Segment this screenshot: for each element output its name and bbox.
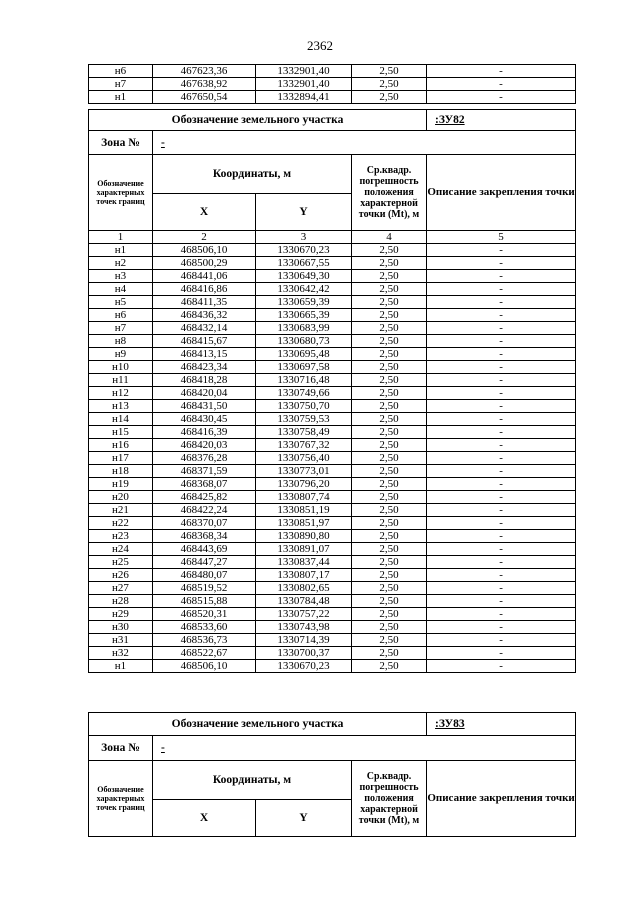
error-value: 2,50 [352,491,427,504]
table-row [89,543,576,556]
error-value: 2,50 [352,452,427,465]
table-row [89,556,576,569]
y-coord: 1330642,42 [256,283,352,296]
column-number: 5 [427,231,576,244]
error-value: 2,50 [352,91,427,104]
fixing-desc: - [427,595,576,608]
point-id: н19 [89,478,153,491]
fixing-desc: - [427,309,576,322]
table-row [89,608,576,621]
error-value: 2,50 [352,322,427,335]
zone-label: Зона № [89,131,153,155]
y-coord: 1330697,58 [256,361,352,374]
header-error-2: Ср.квадр. погрешность положения характерной точки (Mt), м [352,761,427,837]
error-value: 2,50 [352,504,427,517]
fixing-desc: - [427,91,576,104]
point-id: н15 [89,426,153,439]
table-row [89,582,576,595]
point-id: н11 [89,374,153,387]
error-value: 2,50 [352,517,427,530]
x-coord: 468423,34 [153,361,256,374]
plot-82-table [88,109,576,673]
x-coord: 468519,52 [153,582,256,595]
header-x-2: X [153,800,256,837]
y-coord: 1330851,19 [256,504,352,517]
error-value: 2,50 [352,569,427,582]
y-coord: 1330796,20 [256,478,352,491]
y-coord: 1330756,40 [256,452,352,465]
table-row [89,621,576,634]
x-coord: 467623,36 [153,65,256,78]
plot-label-2: Обозначение земельного участка [89,713,427,736]
table-row [89,91,576,104]
x-coord: 468533,60 [153,621,256,634]
point-id: н20 [89,491,153,504]
y-coord: 1330773,01 [256,465,352,478]
point-id: н3 [89,270,153,283]
error-value: 2,50 [352,400,427,413]
error-value: 2,50 [352,634,427,647]
point-id: н32 [89,647,153,660]
error-value: 2,50 [352,413,427,426]
point-id: н7 [89,322,153,335]
y-coord: 1332894,41 [256,91,352,104]
x-coord: 468506,10 [153,244,256,257]
y-coord: 1330749,66 [256,387,352,400]
fixing-desc: - [427,517,576,530]
error-value: 2,50 [352,296,427,309]
y-coord: 1330670,23 [256,244,352,257]
x-coord: 468443,69 [153,543,256,556]
y-coord: 1330784,48 [256,595,352,608]
error-value: 2,50 [352,65,427,78]
error-value: 2,50 [352,426,427,439]
header-error: Ср.квадр. погрешность положения характерной точки (Mt), м [352,155,427,231]
error-value: 2,50 [352,543,427,556]
table-row [89,257,576,270]
error-value: 2,50 [352,647,427,660]
x-coord: 468418,28 [153,374,256,387]
error-value: 2,50 [352,374,427,387]
table-row [89,387,576,400]
error-value: 2,50 [352,361,427,374]
column-number: 4 [352,231,427,244]
plot-label: Обозначение земельного участка [89,110,427,131]
fixing-desc: - [427,439,576,452]
plot-value: :ЗУ82 [427,110,576,131]
y-coord: 1330714,39 [256,634,352,647]
x-coord: 468422,24 [153,504,256,517]
table-row [89,400,576,413]
plot-83-table [88,712,576,837]
fixing-desc: - [427,400,576,413]
point-id: н14 [89,413,153,426]
table-row [89,322,576,335]
table-row [89,504,576,517]
fixing-desc: - [427,413,576,426]
point-id: н18 [89,465,153,478]
point-id: н1 [89,660,153,673]
top-continuation-table [88,64,576,104]
point-id: н17 [89,452,153,465]
x-coord: 468368,07 [153,478,256,491]
error-value: 2,50 [352,660,427,673]
table-row [89,452,576,465]
y-coord: 1332901,40 [256,78,352,91]
x-coord: 468368,34 [153,530,256,543]
error-value: 2,50 [352,244,427,257]
y-coord: 1330802,65 [256,582,352,595]
column-number: 2 [153,231,256,244]
error-value: 2,50 [352,556,427,569]
fixing-desc: - [427,660,576,673]
x-coord: 468416,39 [153,426,256,439]
table-row [89,465,576,478]
y-coord: 1332901,40 [256,65,352,78]
header-x: X [153,194,256,231]
error-value: 2,50 [352,478,427,491]
x-coord: 468430,45 [153,413,256,426]
y-coord: 1330743,98 [256,621,352,634]
x-coord: 468500,29 [153,257,256,270]
fixing-desc: - [427,257,576,270]
table-row [89,634,576,647]
point-id: н1 [89,91,153,104]
page-number: 2362 [307,38,333,53]
header-desc-2: Описание закрепления точки [427,761,576,837]
point-id: н29 [89,608,153,621]
point-id: н13 [89,400,153,413]
fixing-desc: - [427,296,576,309]
y-coord: 1330759,53 [256,413,352,426]
error-value: 2,50 [352,335,427,348]
point-id: н26 [89,569,153,582]
fixing-desc: - [427,335,576,348]
x-coord: 467638,92 [153,78,256,91]
y-coord: 1330670,23 [256,660,352,673]
error-value: 2,50 [352,257,427,270]
x-coord: 468506,10 [153,660,256,673]
y-coord: 1330851,97 [256,517,352,530]
table-row [89,374,576,387]
fixing-desc: - [427,283,576,296]
table-row [89,78,576,91]
y-coord: 1330837,44 [256,556,352,569]
table-row [89,569,576,582]
fixing-desc: - [427,478,576,491]
error-value: 2,50 [352,582,427,595]
fixing-desc: - [427,647,576,660]
fixing-desc: - [427,621,576,634]
error-value: 2,50 [352,595,427,608]
fixing-desc: - [427,634,576,647]
fixing-desc: - [427,491,576,504]
header-point-label: Обозначение характерных точек границ [89,155,153,231]
column-number: 1 [89,231,153,244]
y-coord: 1330716,48 [256,374,352,387]
y-coord: 1330750,70 [256,400,352,413]
error-value: 2,50 [352,348,427,361]
fixing-desc: - [427,465,576,478]
x-coord: 468520,31 [153,608,256,621]
y-coord: 1330659,39 [256,296,352,309]
table-row [89,335,576,348]
error-value: 2,50 [352,283,427,296]
y-coord: 1330700,37 [256,647,352,660]
fixing-desc: - [427,582,576,595]
x-coord: 468436,32 [153,309,256,322]
x-coord: 468515,88 [153,595,256,608]
fixing-desc: - [427,530,576,543]
point-id: н21 [89,504,153,517]
table-row [89,491,576,504]
zone-label-2: Зона № [89,736,153,761]
point-id: н7 [89,78,153,91]
x-coord: 468371,59 [153,465,256,478]
table-row [89,413,576,426]
table-row [89,478,576,491]
y-coord: 1330891,07 [256,543,352,556]
error-value: 2,50 [352,621,427,634]
table-row [89,426,576,439]
table-row [89,660,576,673]
table-row [89,65,576,78]
x-coord: 467650,54 [153,91,256,104]
error-value: 2,50 [352,608,427,621]
x-coord: 468370,07 [153,517,256,530]
x-coord: 468522,67 [153,647,256,660]
table-row [89,361,576,374]
point-id: н10 [89,361,153,374]
x-coord: 468420,03 [153,439,256,452]
zone-value: - [153,131,576,155]
error-value: 2,50 [352,439,427,452]
x-coord: 468420,04 [153,387,256,400]
y-coord: 1330767,32 [256,439,352,452]
point-id: н1 [89,244,153,257]
column-number: 3 [256,231,352,244]
x-coord: 468480,07 [153,569,256,582]
point-id: н9 [89,348,153,361]
column-numbers-row [89,231,576,244]
error-value: 2,50 [352,465,427,478]
y-coord: 1330757,22 [256,608,352,621]
point-id: н6 [89,309,153,322]
point-id: н2 [89,257,153,270]
x-coord: 468413,15 [153,348,256,361]
fixing-desc: - [427,374,576,387]
y-coord: 1330667,55 [256,257,352,270]
fixing-desc: - [427,608,576,621]
header-coords-2: Координаты, м [153,761,352,800]
y-coord: 1330665,39 [256,309,352,322]
point-id: н27 [89,582,153,595]
point-id: н12 [89,387,153,400]
x-coord: 468441,06 [153,270,256,283]
zone-value-2: - [153,736,576,761]
x-coord: 468376,28 [153,452,256,465]
fixing-desc: - [427,361,576,374]
fixing-desc: - [427,322,576,335]
table-row [89,595,576,608]
y-coord: 1330649,30 [256,270,352,283]
point-id: н28 [89,595,153,608]
table-row [89,270,576,283]
fixing-desc: - [427,452,576,465]
fixing-desc: - [427,348,576,361]
point-id: н8 [89,335,153,348]
x-coord: 468411,35 [153,296,256,309]
point-id: н24 [89,543,153,556]
point-id: н22 [89,517,153,530]
x-coord: 468536,73 [153,634,256,647]
error-value: 2,50 [352,387,427,400]
y-coord: 1330683,99 [256,322,352,335]
fixing-desc: - [427,569,576,582]
y-coord: 1330890,80 [256,530,352,543]
fixing-desc: - [427,556,576,569]
fixing-desc: - [427,78,576,91]
point-id: н6 [89,65,153,78]
header-point-label-2: Обозначение характерных точек границ [89,761,153,837]
table-row [89,296,576,309]
point-id: н30 [89,621,153,634]
fixing-desc: - [427,504,576,517]
point-id: н31 [89,634,153,647]
header-desc: Описание закрепления точки [427,155,576,231]
header-y-2: Y [256,800,352,837]
plot-value-2: :ЗУ83 [427,713,576,736]
fixing-desc: - [427,543,576,556]
error-value: 2,50 [352,530,427,543]
point-id: н23 [89,530,153,543]
fixing-desc: - [427,244,576,257]
table-row [89,530,576,543]
point-id: н5 [89,296,153,309]
error-value: 2,50 [352,309,427,322]
x-coord: 468415,67 [153,335,256,348]
y-coord: 1330758,49 [256,426,352,439]
fixing-desc: - [427,426,576,439]
y-coord: 1330807,17 [256,569,352,582]
table-row [89,348,576,361]
x-coord: 468431,50 [153,400,256,413]
table-row [89,283,576,296]
header-y: Y [256,194,352,231]
header-coords: Координаты, м [153,155,352,194]
table-row [89,439,576,452]
fixing-desc: - [427,65,576,78]
fixing-desc: - [427,270,576,283]
error-value: 2,50 [352,270,427,283]
table-row [89,647,576,660]
x-coord: 468432,14 [153,322,256,335]
x-coord: 468447,27 [153,556,256,569]
fixing-desc: - [427,387,576,400]
point-id: н16 [89,439,153,452]
table-row [89,517,576,530]
error-value: 2,50 [352,78,427,91]
table-row [89,309,576,322]
y-coord: 1330807,74 [256,491,352,504]
y-coord: 1330680,73 [256,335,352,348]
point-id: н4 [89,283,153,296]
table-row [89,244,576,257]
y-coord: 1330695,48 [256,348,352,361]
point-id: н25 [89,556,153,569]
x-coord: 468416,86 [153,283,256,296]
x-coord: 468425,82 [153,491,256,504]
